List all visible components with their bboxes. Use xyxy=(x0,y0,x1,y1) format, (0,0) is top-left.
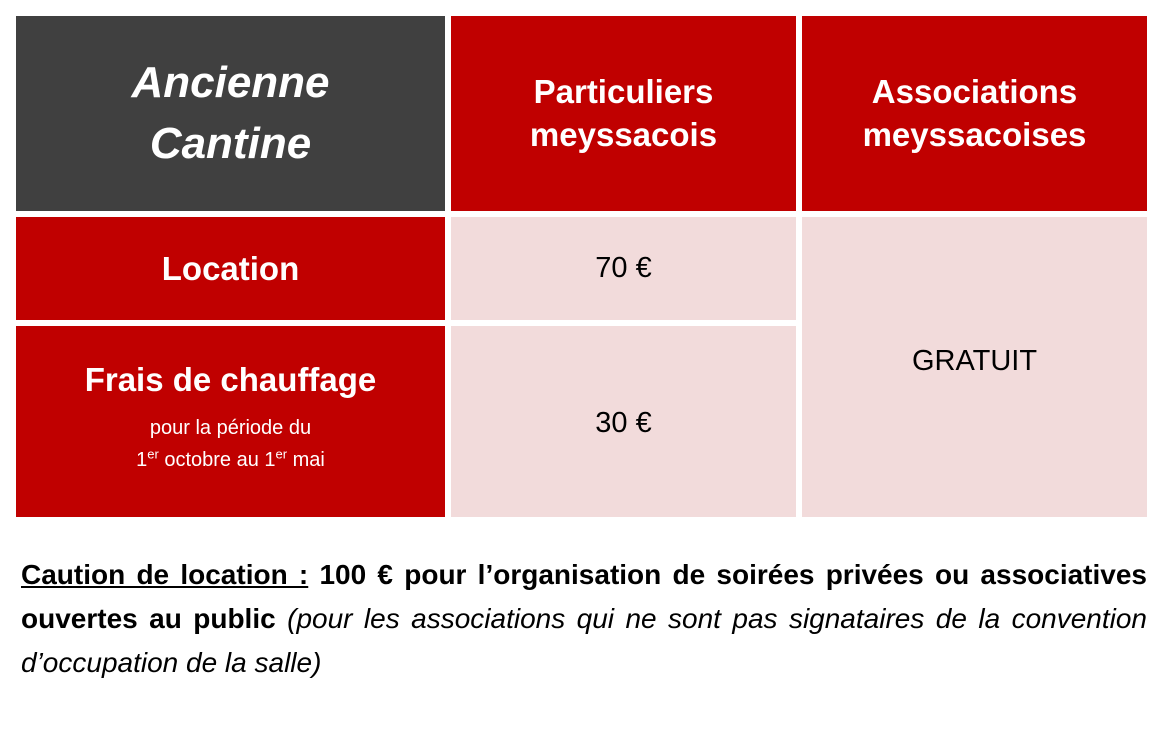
column-header-particuliers-line2: meyssacois xyxy=(529,115,718,153)
location-price-value: 70 € xyxy=(595,252,652,285)
caution-condition-text: (pour les associations qui ne sont pas signataires de la convention d’occupation de la salle) xyxy=(21,603,1147,678)
column-header-associations-line1: Associations xyxy=(871,73,1078,111)
frais-particuliers-price xyxy=(451,326,796,517)
column-header-particuliers-line1: Particuliers xyxy=(533,73,714,111)
associations-price-merged xyxy=(802,217,1147,517)
row-label-location xyxy=(16,217,445,320)
frais-price-value: 30 € xyxy=(595,407,652,440)
row-label-frais-period xyxy=(136,412,325,476)
associations-gratuit-value: GRATUIT xyxy=(911,344,1038,377)
frais-period-line2: 1er octobre au 1er mai xyxy=(136,445,325,471)
table-title-line1: Ancienne xyxy=(131,57,330,107)
table-title-cell xyxy=(16,16,445,211)
table-title xyxy=(131,53,329,174)
location-particuliers-price xyxy=(451,217,796,320)
column-header-associations xyxy=(802,16,1147,211)
caution-amount-text: 100 € pour l’organisation de soirées privées ou associatives ouvertes au public xyxy=(21,559,1147,634)
caution-label: Caution de location : xyxy=(21,559,309,590)
row-label-frais-chauffage xyxy=(16,326,445,517)
frais-period-line1: pour la période du xyxy=(149,416,312,439)
row-label-location-text: Location xyxy=(161,249,300,287)
column-header-particuliers xyxy=(451,16,796,211)
column-header-associations-line2: meyssacoises xyxy=(862,115,1087,153)
table-title-line2: Cantine xyxy=(149,118,312,168)
caution-note xyxy=(21,553,1147,685)
row-label-frais-text: Frais de chauffage xyxy=(84,361,377,398)
